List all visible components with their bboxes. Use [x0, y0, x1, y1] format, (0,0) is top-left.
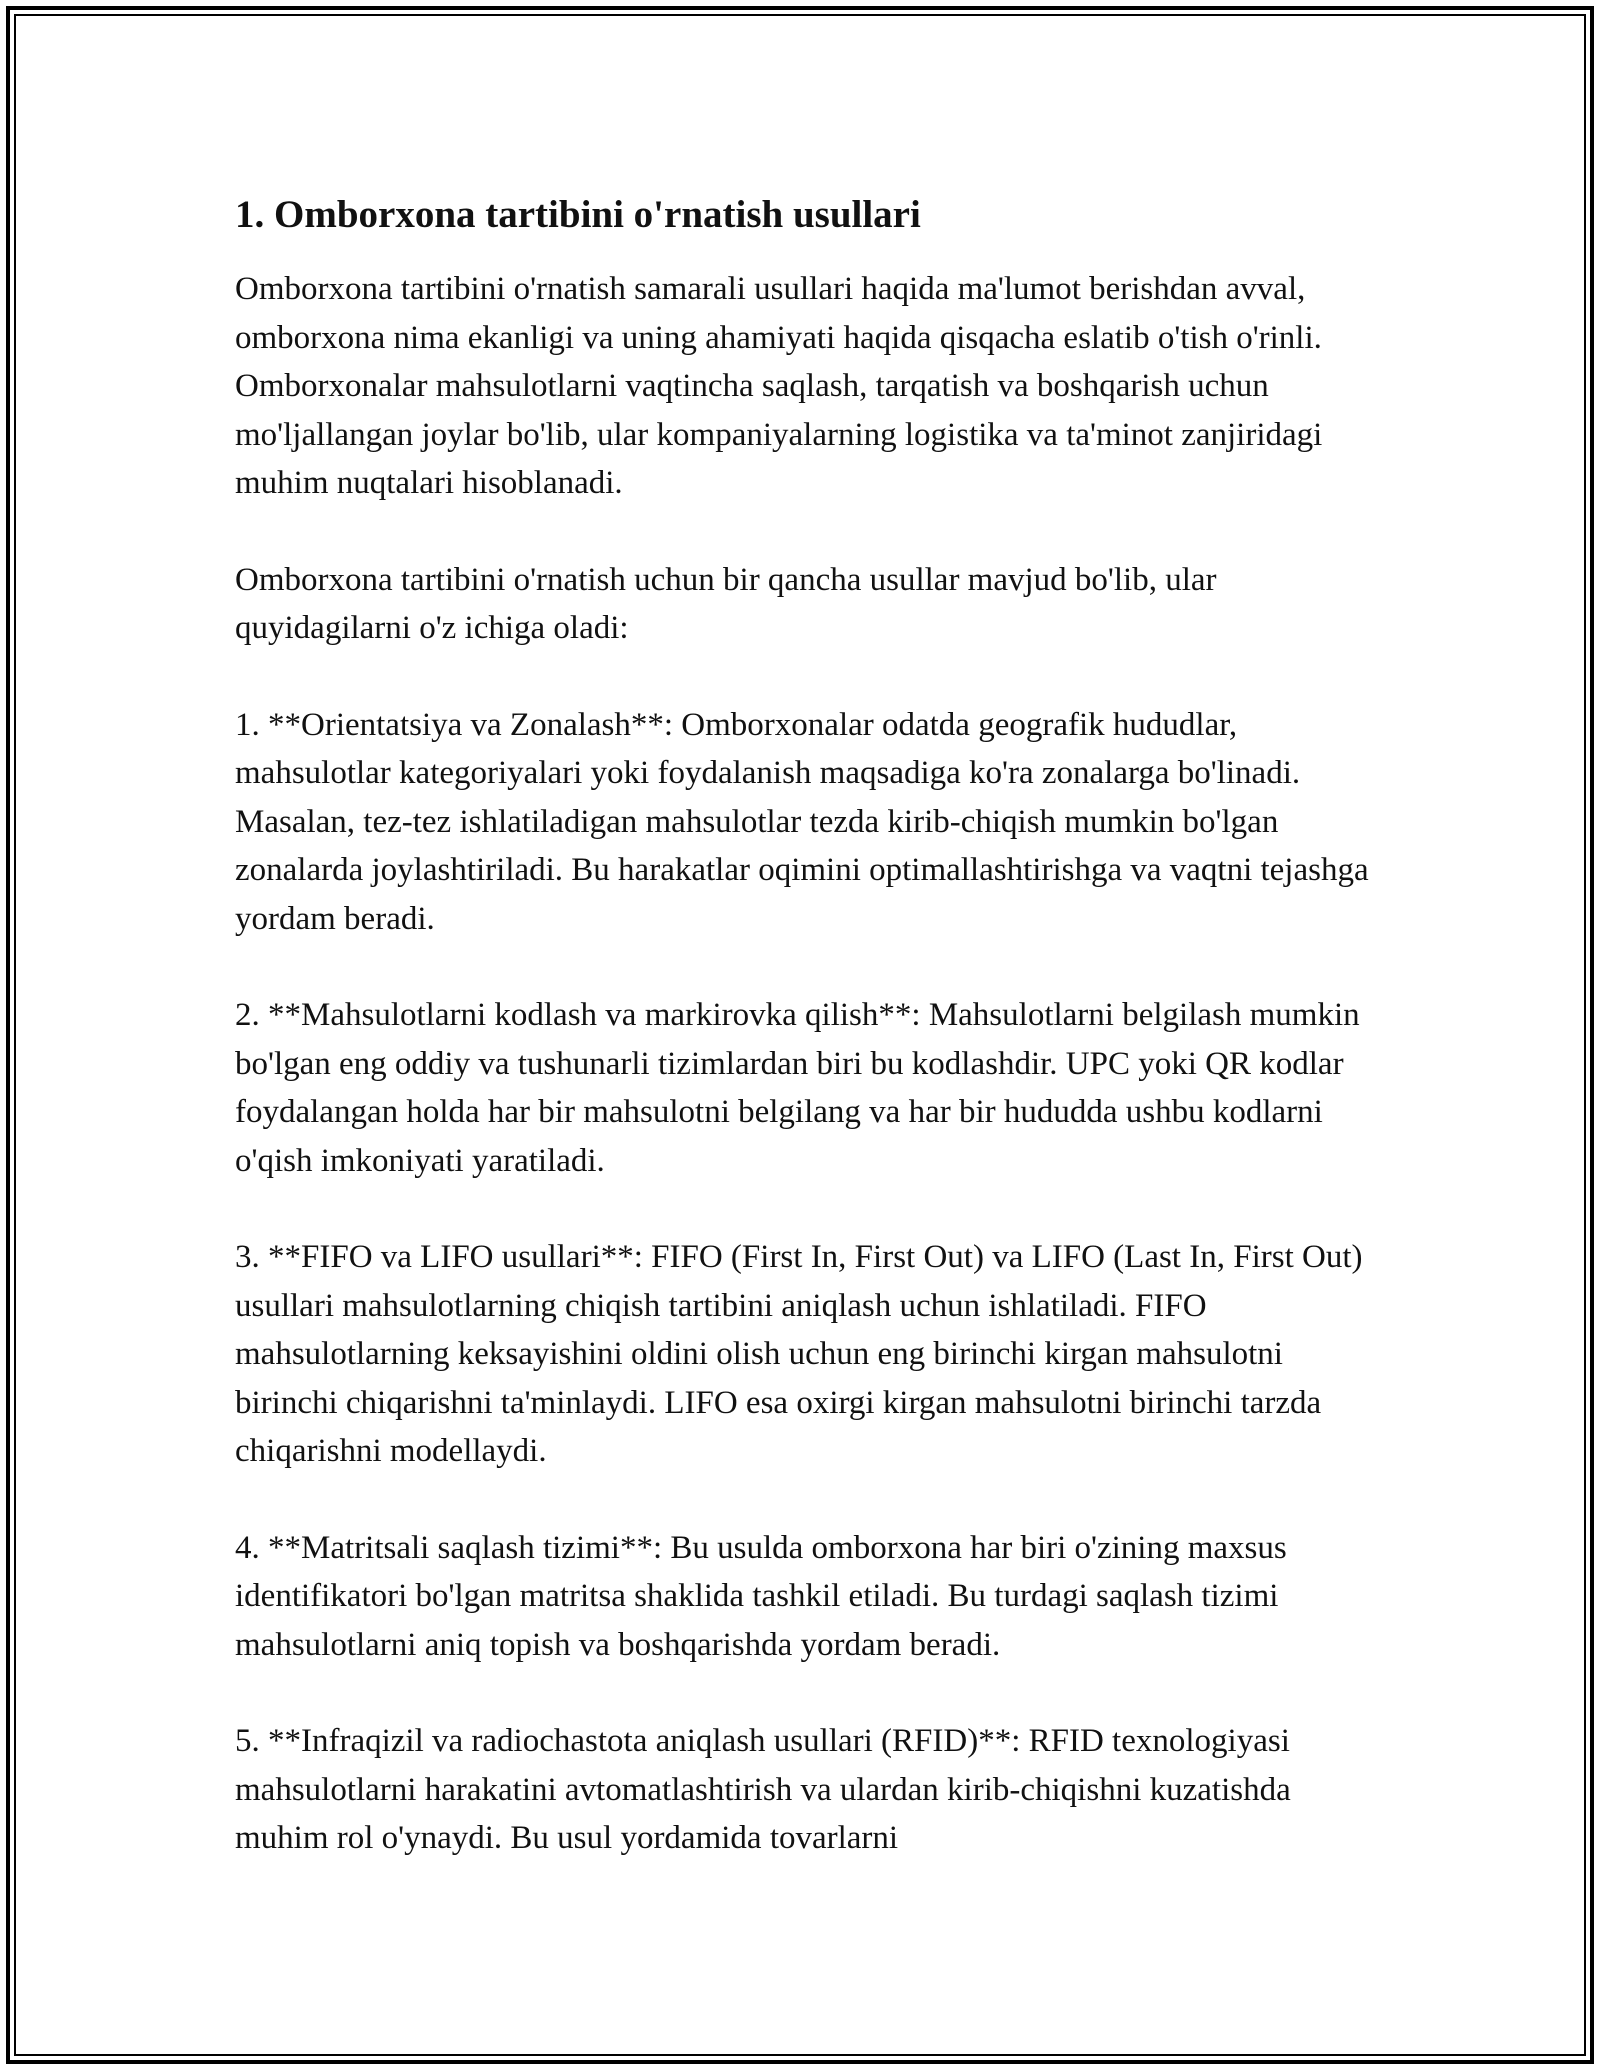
- section-heading: 1. Omborxona tartibini o'rnatish usullari: [235, 193, 921, 236]
- document-body: [235, 183, 1375, 1863]
- paragraph-method-4: 4. **Matritsali saqlash tizimi**: Bu usulda omborxona har biri o'zining maxsus identifikatori bo'lgan matritsa shaklida tashkil etiladi. Bu turdagi saqlash tizimi mahsulotlarni aniq topish va boshqarishda yordam beradi.: [235, 1529, 1287, 1663]
- paragraph-method-5: 5. **Infraqizil va radiochastota aniqlash usullari (RFID)**: RFID texnologiyasi mahsulotlarni harakatini avtomatlashtirish va ulardan kirib-chiqishni kuzatishda muhim rol o'ynaydi. Bu usul yordamida tovarlarni: [235, 1723, 1291, 1856]
- paragraph-method-1: 1. **Orientatsiya va Zonalash**: Omborxonalar odatda geografik hududlar, mahsulotlar kategoriyalari yoki foydalanish maqsadiga ko'ra zonalarga bo'linadi. Masalan, tez-tez ishlatiladigan mahsulotlar tezda kirib-chiqish mumkin bo'lgan zonalarda joylashtiriladi. Bu harakatlar oqimini optimallashtirishga va vaqtni tejashga yordam beradi.: [235, 706, 1369, 937]
- paragraph-intro: Omborxona tartibini o'rnatish samarali usullari haqida ma'lumot berishdan avval, omborxona nima ekanligi va uning ahamiyati haqida qisqacha eslatib o'tish o'rinli. Omborxonalar mahsulotlarni vaqtincha saqlash, tarqatish va boshqarish uchun mo'ljallangan joylar bo'lib, ular kompaniyalarning logistika va ta'minot zanjiridagi muhim nuqtalari hisoblanadi.: [235, 271, 1323, 501]
- paragraph-method-2: 2. **Mahsulotlarni kodlash va markirovka qilish**: Mahsulotlarni belgilash mumkin bo'lgan eng oddiy va tushunarli tizimlardan biri bu kodlashdir. UPC yoki QR kodlar foydalangan holda har bir mahsulotni belgilang va har bir hududda ushbu kodlarni o'qish imkoniyati yaratiladi.: [235, 997, 1360, 1179]
- paragraph-methods-intro: Omborxona tartibini o'rnatish uchun bir qancha usullar mavjud bo'lib, ular quyidagilarni o'z ichiga oladi:: [235, 561, 1217, 646]
- paragraph-method-3: 3. **FIFO va LIFO usullari**: FIFO (First In, First Out) va LIFO (Last In, First Out) usullari mahsulotlarning chiqish tartibini aniqlash uchun ishlatiladi. FIFO mahsulotlarning keksayishini oldini olish uchun eng birinchi kirgan mahsulotni birinchi chiqarishni ta'minlaydi. LIFO esa oxirgi kirgan mahsulotni birinchi tarzda chiqarishni modellaydi.: [235, 1239, 1363, 1469]
